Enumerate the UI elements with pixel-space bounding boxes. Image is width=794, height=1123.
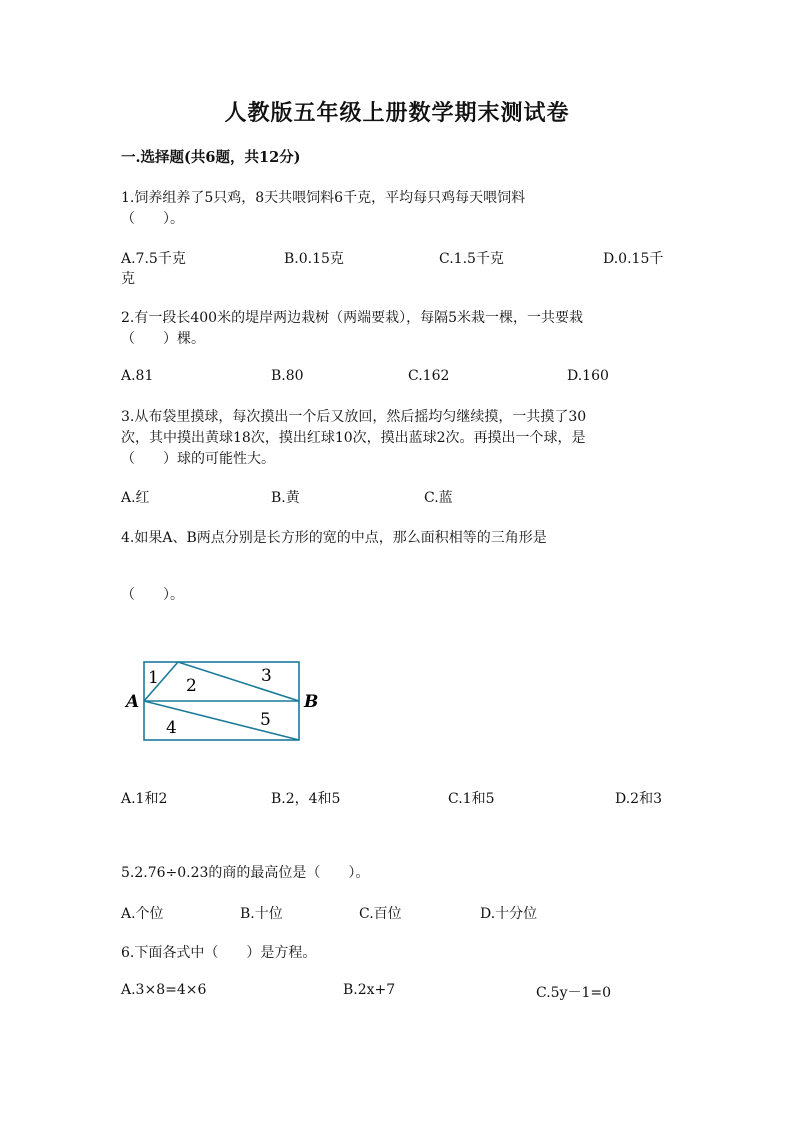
q4-option-c[interactable]: C.1和5 <box>448 791 495 807</box>
q1-option-c[interactable]: C.1.5千克 <box>439 251 504 267</box>
region-4-label: 4 <box>166 718 177 738</box>
q4-option-d[interactable]: D.2和3 <box>615 791 662 807</box>
q2-option-a[interactable]: A.81 <box>121 368 154 384</box>
q2-text-line2: （ ）棵。 <box>121 331 205 347</box>
point-b-label: B <box>304 692 319 712</box>
q3-option-c[interactable]: C.蓝 <box>424 490 453 506</box>
q2-option-c[interactable]: C.162 <box>408 368 450 384</box>
q5-option-a[interactable]: A.个位 <box>121 906 164 922</box>
q4-text-line1: 4.如果A、B两点分别是长方形的宽的中点，那么面积相等的三角形是 <box>121 530 547 546</box>
q4-option-a[interactable]: A.1和2 <box>121 791 168 807</box>
rectangle-triangles-figure <box>118 652 328 748</box>
page-title: 人教版五年级上册数学期末测试卷 <box>224 100 570 126</box>
q6-option-b[interactable]: B.2x+7 <box>343 982 396 998</box>
q5-option-d[interactable]: D.十分位 <box>480 906 538 922</box>
q3-option-b[interactable]: B.黄 <box>271 490 300 506</box>
q1-option-d[interactable]: D.0.15千 <box>603 251 664 267</box>
q3-text-line1: 3.从布袋里摸球，每次摸出一个后又放回，然后摇均匀继续摸，一共摸了30 <box>121 409 587 425</box>
region-3-label: 3 <box>261 666 272 686</box>
q1-option-b[interactable]: B.0.15克 <box>284 251 344 267</box>
q1-text-line2: （ ）。 <box>121 211 184 227</box>
q3-text-line2: 次，其中摸出黄球18次，摸出红球10次，摸出蓝球2次。再摸出一个球，是 <box>121 430 586 446</box>
q1-option-d-wrap: 克 <box>121 271 135 287</box>
q1-text-line1: 1.饲养组养了5只鸡，8天共喂饲料6千克，平均每只鸡每天喂饲料 <box>121 190 526 206</box>
q4-text-line2: （ ）。 <box>121 587 184 603</box>
q6-text: 6.下面各式中（ ）是方程。 <box>121 945 317 961</box>
q5-option-b[interactable]: B.十位 <box>240 906 283 922</box>
point-a-label: A <box>126 692 140 712</box>
q4-option-b[interactable]: B.2，4和5 <box>271 791 341 807</box>
q3-option-a[interactable]: A.红 <box>121 490 150 506</box>
q5-text: 5.2.76÷0.23的商的最高位是（ ）。 <box>121 865 370 881</box>
q6-option-c[interactable]: C.5y－1=0 <box>536 985 612 1001</box>
q5-option-c[interactable]: C.百位 <box>359 906 402 922</box>
q6-option-a[interactable]: A.3×8=4×6 <box>121 982 207 998</box>
q1-option-a[interactable]: A.7.5千克 <box>121 251 186 267</box>
q3-text-line3: （ ）球的可能性大。 <box>121 451 275 467</box>
q2-option-d[interactable]: D.160 <box>567 368 609 384</box>
q2-option-b[interactable]: B.80 <box>271 368 304 384</box>
region-5-label: 5 <box>260 710 271 730</box>
section-heading: 一.选择题(共6题，共12分) <box>121 149 301 166</box>
q2-text-line1: 2.有一段长400米的堤岸两边栽树（两端要栽），每隔5米栽一棵，一共要栽 <box>121 310 583 326</box>
region-1-label: 1 <box>148 668 159 688</box>
region-2-label: 2 <box>186 676 197 696</box>
